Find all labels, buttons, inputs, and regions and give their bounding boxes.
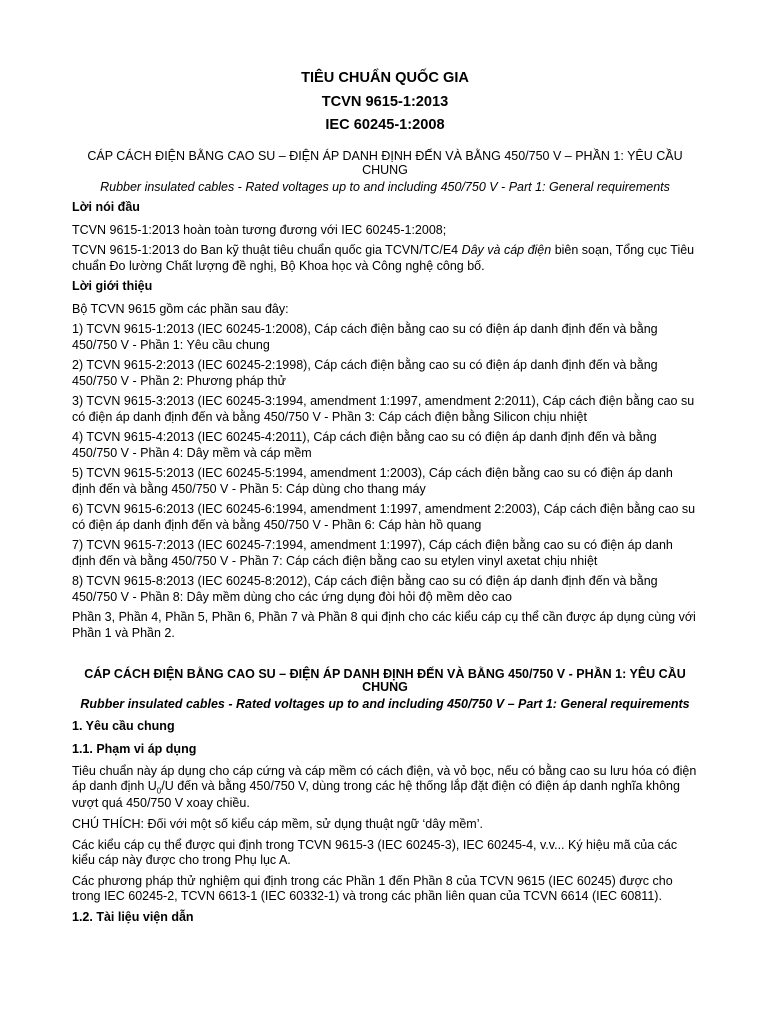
doc-code: TCVN 9615-1:2013: [321, 93, 449, 110]
doc-title: TIÊU CHUẨN QUỐC GIA: [301, 70, 469, 86]
intro-lead: Bộ TCVN 9615 gồm các phần sau đây:: [72, 301, 289, 316]
foreword-heading: Lời nói đầu: [72, 200, 140, 215]
section-title: CÁP CÁCH ĐIỆN BẰNG CAO SU – ĐIỆN ÁP DANH ĐỊNH ĐẾN VÀ BẰNG 450/750 V - PHẦN 1: YÊU CẦU CHUNG: [84, 666, 686, 694]
foreword-p1: TCVN 9615-1:2013 hoàn toàn tương đương với IEC 60245-1:2008;: [72, 222, 447, 237]
scope-paragraph-2: Các kiểu cáp cụ thể được qui định trong TCVN 9615-3 (IEC 60245-3), IEC 60245-4, v.v... Ký hiệu mã của các kiểu cáp này được cho trong Phụ lục A.: [72, 837, 678, 867]
intro-item-5: 5) TCVN 9615-5:2013 (IEC 60245-5:1994, amendment 1:2003), Cáp cách điện bằng cao su có điện áp danh định đến và bằng 450/750 V - Phần 5: Cáp dùng cho thang máy: [72, 466, 673, 496]
heading-1-1: 1.1. Phạm vi áp dụng: [72, 741, 197, 756]
scope-text-b: /U đến và bằng 450/750 V, dùng trong các hệ thống lắp đặt điện có điện áp danh nghĩa không vượt quá 450/750 V xoay chiều.: [72, 779, 680, 811]
foreword-p2-b: biên soạn, Tổng cục Tiêu chuẩn Đo lường Chất lượng đề nghị, Bộ Khoa học và Công nghệ công bố.: [72, 243, 695, 273]
foreword-p2-italic: Dây và cáp điện: [461, 243, 552, 258]
section-title-en: Rubber insulated cables - Rated voltages up to and including 450/750 V – Part 1: General requirements: [80, 697, 690, 711]
intro-item-7: 7) TCVN 9615-7:2013 (IEC 60245-7:1994, amendment 1:1997), Cáp cách điện bằng cao su có điện áp danh định đến và bằng 450/750 V - Phần 7: Cáp cách điện bằng cao su etylen vinyl axetat chịu nhiệt: [72, 538, 673, 568]
doc-subtitle: CÁP CÁCH ĐIỆN BẰNG CAO SU – ĐIỆN ÁP DANH ĐỊNH ĐẾN VÀ BẰNG 450/750 V – PHẦN 1: YÊU CẦU CHUNG: [87, 148, 683, 177]
intro-item-1: 1) TCVN 9615-1:2013 (IEC 60245-1:2008), Cáp cách điện bằng cao su có điện áp danh định đến và bằng 450/750 V - Phần 1: Yêu cầu chung: [72, 322, 658, 352]
intro-item-3: 3) TCVN 9615-3:2013 (IEC 60245-3:1994, amendment 1:1997, amendment 2:2011), Cáp cách điện bằng cao su có điện áp danh định đến và bằng 450/750 V - Phần 3: Cáp cách điện bằng Silicon chịu nhiệt: [72, 394, 695, 424]
scope-text-a: Tiêu chuẩn này áp dụng cho cáp cứng và cáp mềm có cách điện, và vỏ bọc, nếu có bằng cao su lưu hóa có điện áp danh định U: [72, 763, 697, 793]
doc-iec: IEC 60245-1:2008: [325, 117, 445, 133]
scope-paragraph: [72, 764, 698, 812]
foreword-p2-a: TCVN 9615-1:2013 do Ban kỹ thuật tiêu chuẩn quốc gia TCVN/TC/E4: [72, 243, 462, 258]
scope-note: CHÚ THÍCH: Đối với một số kiểu cáp mềm, sử dụng thuật ngữ ‘dây mềm’.: [72, 817, 483, 831]
intro-item-6: 6) TCVN 9615-6:2013 (IEC 60245-6:1994, amendment 1:1997, amendment 2:2003), Cáp cách điện bằng cao su có điện áp danh định đến và bằng 450/750 V - Phần 6: Cáp hàn hồ quang: [72, 502, 696, 532]
doc-subtitle-en: Rubber insulated cables - Rated voltages up to and including 450/750 V - Part 1: General requirements: [100, 179, 670, 194]
heading-1: 1. Yêu cầu chung: [72, 719, 175, 734]
intro-item-2: 2) TCVN 9615-2:2013 (IEC 60245-2:1998), Cáp cách điện bằng cao su có điện áp danh định đến và bằng 450/750 V - Phần 2: Phương pháp thử: [72, 358, 658, 388]
intro-item-8: 8) TCVN 9615-8:2013 (IEC 60245-8:2012), Cáp cách điện bằng cao su có điện áp danh định đến và bằng 450/750 V - Phần 8: Dây mềm dùng cho các ứng dụng đòi hỏi độ mềm dẻo cao: [72, 574, 658, 604]
scope-subscript: 0: [156, 786, 162, 796]
intro-closing: Phần 3, Phần 4, Phần 5, Phần 6, Phần 7 và Phần 8 qui định cho các kiểu cáp cụ thể cần được áp dụng cùng với Phần 1 và Phần 2.: [72, 610, 696, 640]
foreword-p2: [72, 243, 698, 274]
heading-1-2: 1.2. Tài liệu viện dẫn: [72, 909, 194, 924]
intro-heading: Lời giới thiệu: [72, 279, 153, 294]
intro-item-4: 4) TCVN 9615-4:2013 (IEC 60245-4:2011), Cáp cách điện bằng cao su có điện áp danh định đến và bằng 450/750 V - Phần 4: Dây mềm và cáp mềm: [72, 430, 657, 460]
scope-paragraph-3: Các phương pháp thử nghiệm qui định trong các Phần 1 đến Phần 8 của TCVN 9615 (IEC 60245) được cho trong IEC 60245-2, TCVN 6613-1 (IEC 60332-1) và trong các phần liên quan của TCVN 6614 (IEC 60811).: [72, 873, 673, 903]
